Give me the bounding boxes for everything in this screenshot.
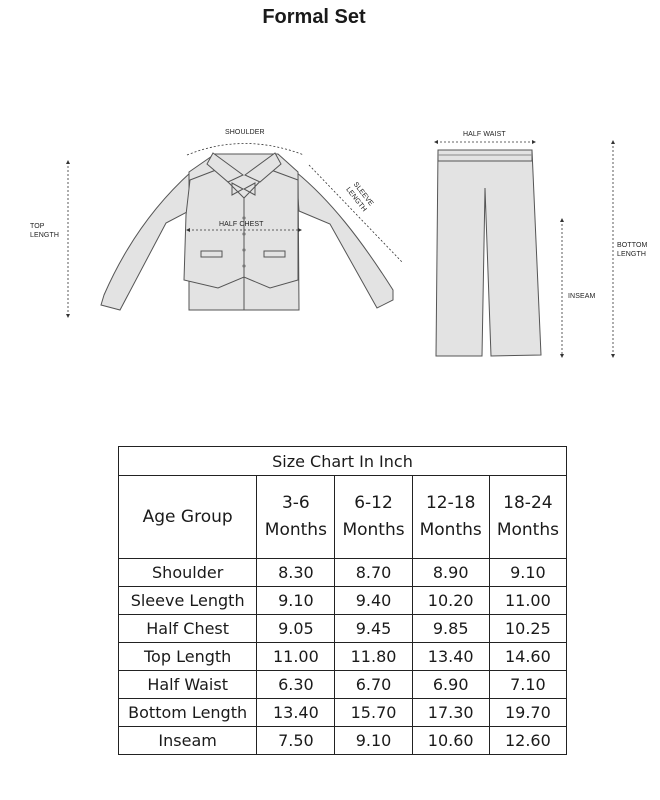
table-cell: 9.10 [257,587,335,615]
table-cell: 9.10 [489,559,566,587]
table-cell: 15.70 [335,699,412,727]
table-cell: 6.70 [335,671,412,699]
age-column-header: 12-18 Months [412,476,489,559]
age-column-header: 18-24 Months [489,476,566,559]
table-cell: 8.70 [335,559,412,587]
table-cell: 9.10 [335,727,412,755]
size-chart-header-row [119,476,567,559]
table-cell: 8.30 [257,559,335,587]
pants-shape [436,150,541,356]
table-row [119,615,567,643]
table-cell: 11.80 [335,643,412,671]
shoulder-guide [187,144,304,156]
row-label: Inseam [119,727,257,755]
table-cell: 9.45 [335,615,412,643]
table-cell: 10.20 [412,587,489,615]
table-cell: 10.60 [412,727,489,755]
table-cell: 17.30 [412,699,489,727]
age-column-header: 6-12 Months [335,476,412,559]
inseam-label: INSEAM [568,293,596,300]
table-cell: 13.40 [257,699,335,727]
row-label: Half Waist [119,671,257,699]
size-chart-caption-row [119,447,567,476]
size-chart-table [118,446,567,755]
table-row [119,587,567,615]
sleeve-length-label: SLEEVE LENGTH [344,181,375,214]
left-sleeve-shape [101,172,191,310]
measurement-diagram [0,120,660,370]
table-cell: 6.90 [412,671,489,699]
row-label: Bottom Length [119,699,257,727]
table-cell: 13.40 [412,643,489,671]
age-column-header: 3-6 Months [257,476,335,559]
table-cell: 9.05 [257,615,335,643]
bottom-length-label: BOTTOM LENGTH [617,242,648,258]
garment-illustration [0,120,660,370]
size-chart-caption: Size Chart In Inch [119,447,567,476]
table-cell: 7.50 [257,727,335,755]
table-row [119,643,567,671]
table-cell: 6.30 [257,671,335,699]
table-row [119,671,567,699]
row-label: Shoulder [119,559,257,587]
row-label: Half Chest [119,615,257,643]
table-cell: 7.10 [489,671,566,699]
table-cell: 12.60 [489,727,566,755]
table-cell: 19.70 [489,699,566,727]
table-row [119,699,567,727]
row-label: Top Length [119,643,257,671]
table-cell: 9.85 [412,615,489,643]
top-length-label: TOP LENGTH [30,223,59,239]
table-cell: 11.00 [489,587,566,615]
table-cell: 14.60 [489,643,566,671]
half-waist-label: HALF WAIST [463,131,506,138]
table-row [119,727,567,755]
shoulder-label: SHOULDER [225,129,265,136]
half-chest-label: HALF CHEST [219,221,264,228]
age-group-header: Age Group [119,476,257,559]
table-cell: 11.00 [257,643,335,671]
table-cell: 10.25 [489,615,566,643]
table-cell: 9.40 [335,587,412,615]
table-row [119,559,567,587]
page-title: Formal Set [262,6,366,28]
row-label: Sleeve Length [119,587,257,615]
table-cell: 8.90 [412,559,489,587]
